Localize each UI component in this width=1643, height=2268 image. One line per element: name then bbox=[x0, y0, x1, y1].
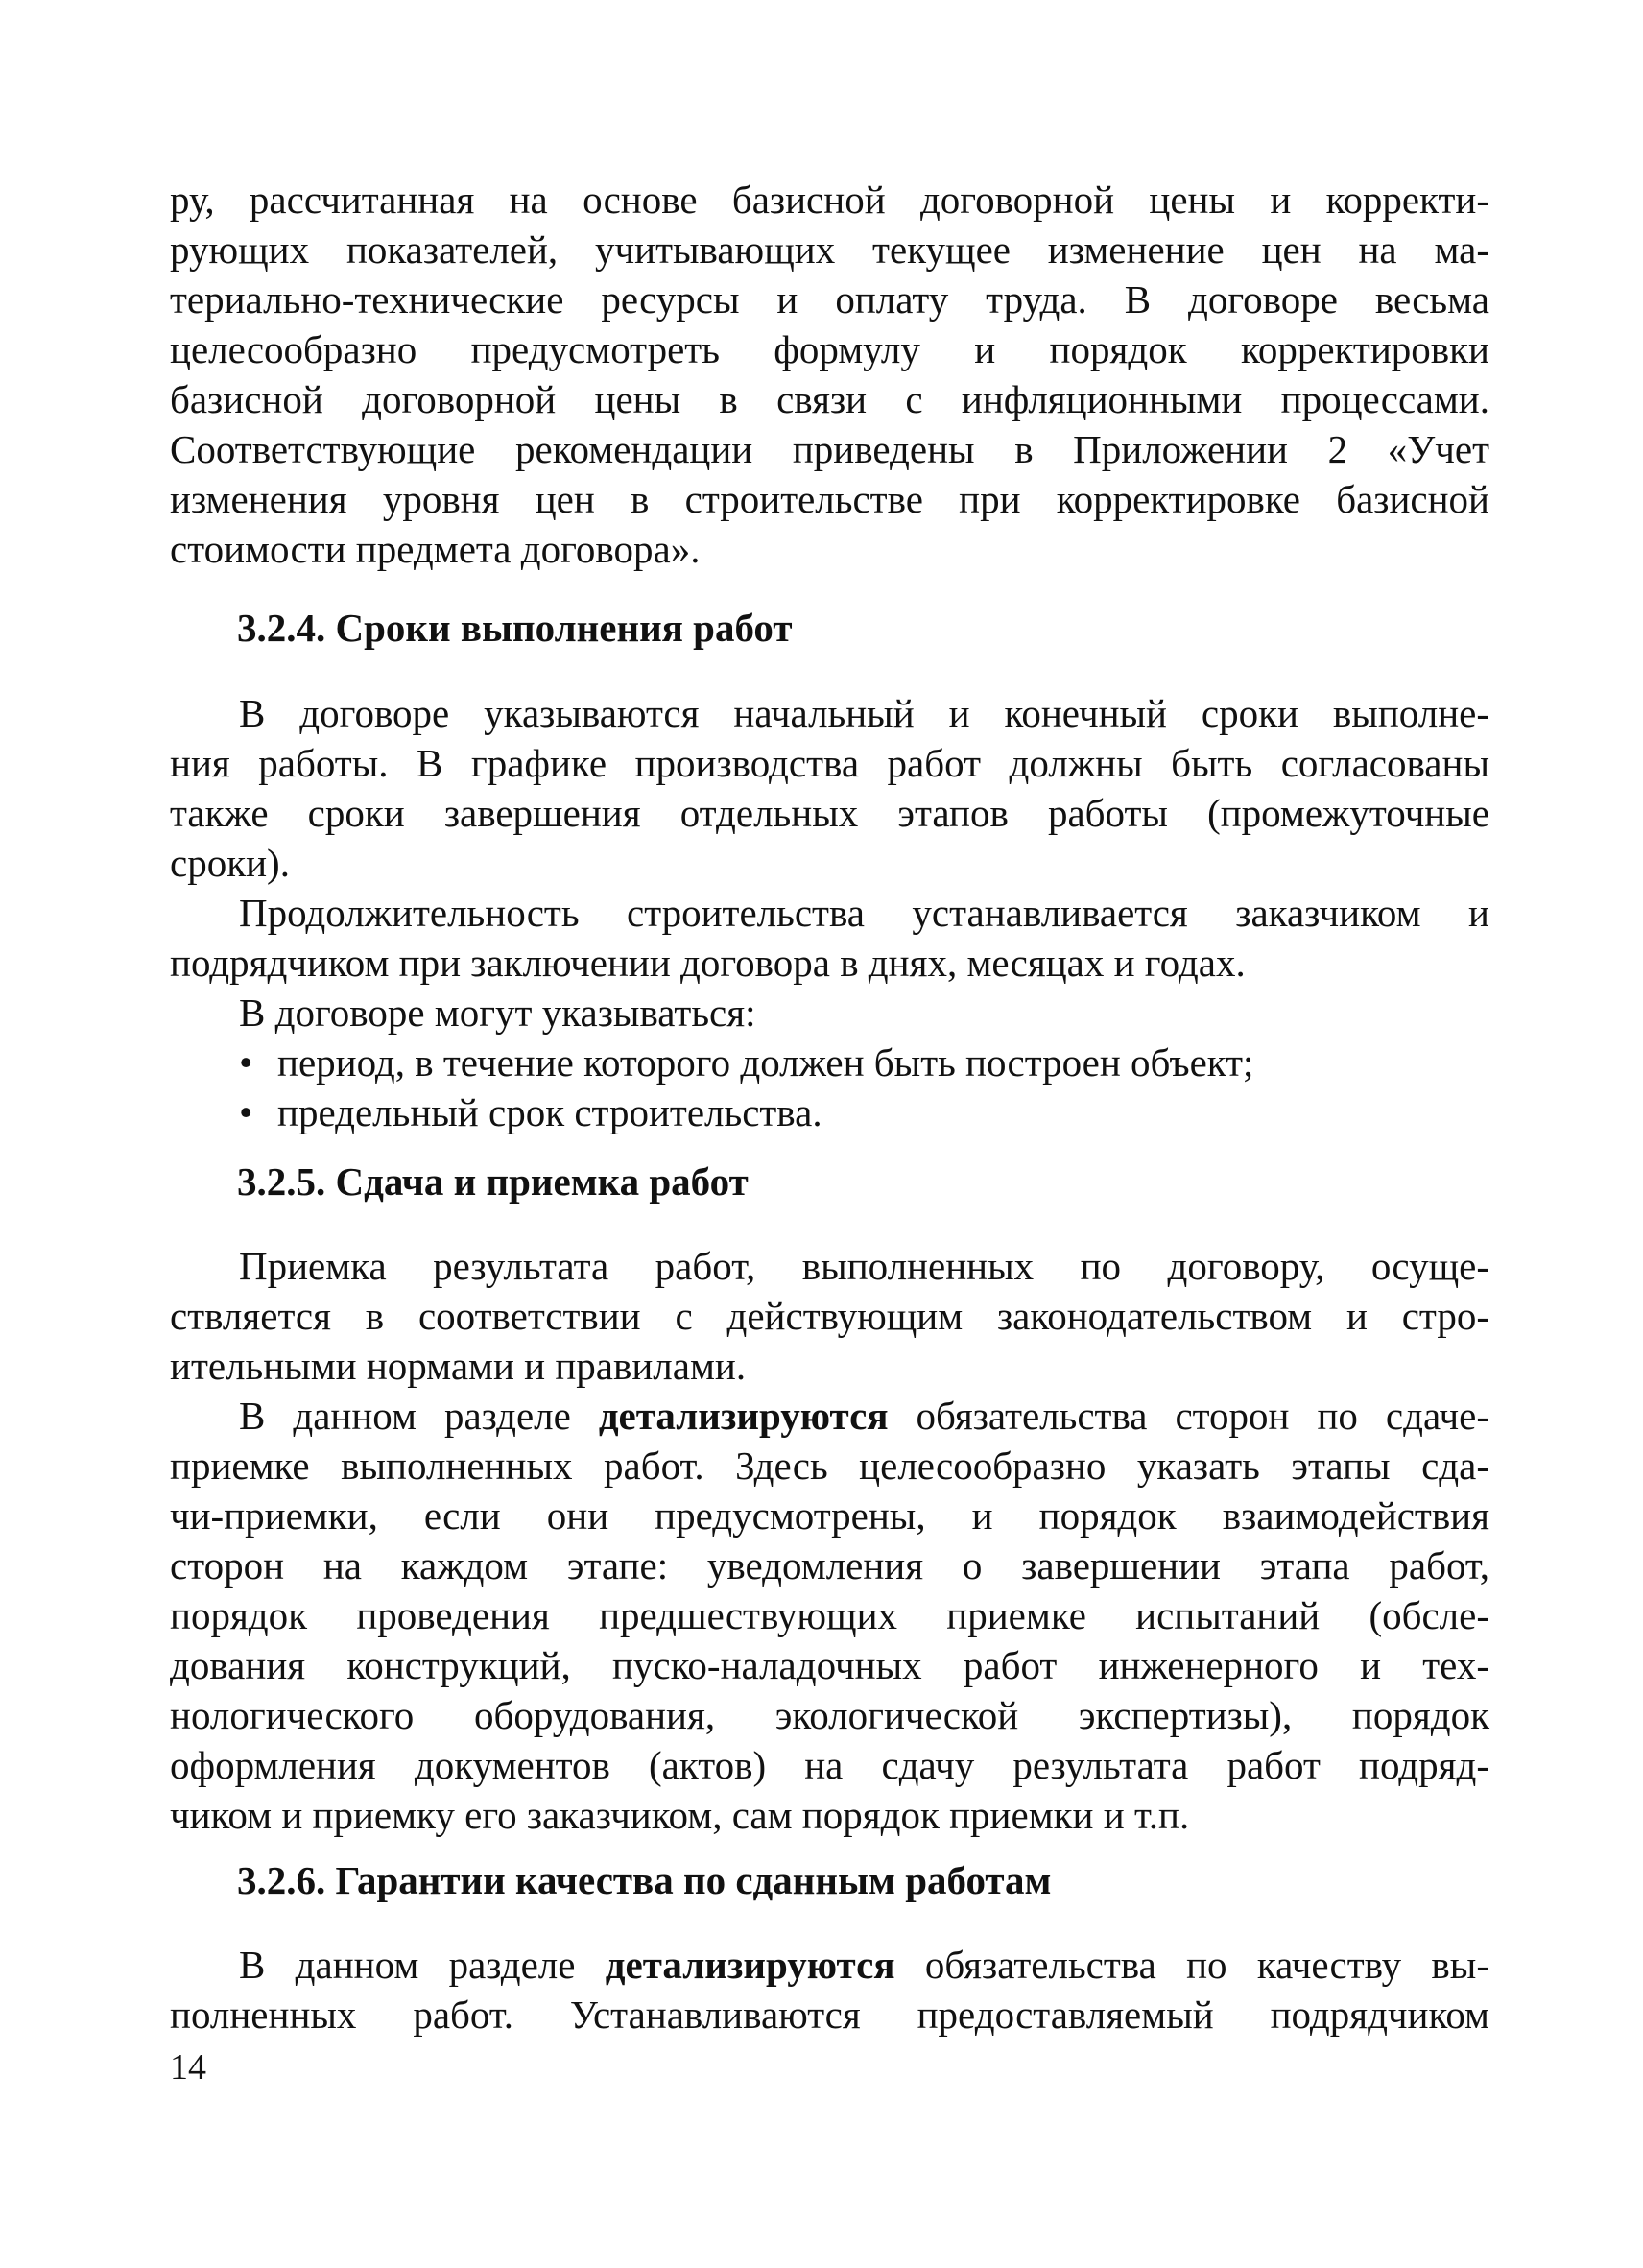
text-line: подрядчиком при заключении договора в днях, месяцах и годах. bbox=[170, 941, 1246, 985]
bold-term: детализируются bbox=[598, 1394, 889, 1438]
text-run: В данном разделе bbox=[239, 1943, 606, 1987]
text-line: Приемка результата работ, выполненных по договору, осуще- bbox=[239, 1244, 1489, 1288]
text-line bbox=[170, 1940, 1489, 1990]
text-line: Продолжительность строительства устанавливается заказчиком и bbox=[239, 891, 1489, 935]
text-line: чиком и приемку его заказчиком, сам порядок приемки и т.п. bbox=[170, 1793, 1190, 1837]
text-line: рующих показателей, учитывающих текущее изменение цен на ма- bbox=[170, 227, 1489, 272]
list-item bbox=[170, 1038, 1489, 1087]
list-item-text: период, в течение которого должен быть построен объект; bbox=[277, 1040, 1254, 1085]
text-line: базисной договорной цены в связи с инфляционными процессами. bbox=[170, 377, 1489, 421]
text-line: порядок проведения предшествующих приемке испытаний (обсле- bbox=[170, 1593, 1489, 1637]
bullet-icon: • bbox=[239, 1090, 253, 1134]
list-item-text: предельный срок строительства. bbox=[277, 1090, 822, 1134]
text-line: нологического оборудования, экологической экспертизы), порядок bbox=[170, 1693, 1489, 1737]
text-line: также сроки завершения отдельных этапов работы (промежуточные bbox=[170, 791, 1489, 835]
text-line: полненных работ. Устанавливаются предоставляемый подрядчиком bbox=[170, 1993, 1489, 2037]
text-line: приемке выполненных работ. Здесь целесообразно указать этапы сда- bbox=[170, 1444, 1489, 1488]
section-3-2-6-body bbox=[170, 1940, 1489, 2040]
text-line: В договоре могут указываться: bbox=[239, 991, 756, 1035]
text-line: стоимости предмета договора». bbox=[170, 527, 701, 571]
text-line: изменения уровня цен в строительстве при корректировке базисной bbox=[170, 477, 1489, 521]
text-line: сроки). bbox=[170, 841, 290, 885]
section-3-2-5-body bbox=[170, 1241, 1489, 1840]
section-heading-3-2-4: 3.2.4. Сроки выполнения работ bbox=[237, 606, 793, 650]
text-line: ния работы. В графике производства работ должны быть согласованы bbox=[170, 741, 1489, 785]
text-line: сторон на каждом этапе: уведомления о завершении этапа работ, bbox=[170, 1543, 1489, 1588]
section-3-2-4-body bbox=[170, 688, 1489, 1137]
text-line: териально-технические ресурсы и оплату труда. В договоре весьма bbox=[170, 277, 1489, 322]
text-run: обязательства сторон по сдаче- bbox=[888, 1394, 1489, 1438]
text-line: ру, рассчитанная на основе базисной договорной цены и корректи- bbox=[170, 178, 1489, 222]
bold-term: детализируются bbox=[605, 1943, 895, 1987]
text-line: целесообразно предусмотреть формулу и порядок корректировки bbox=[170, 327, 1489, 371]
section-heading-3-2-5: 3.2.5. Сдача и приемка работ bbox=[237, 1159, 749, 1204]
text-line: чи-приемки, если они предусмотрены, и порядок взаимодействия bbox=[170, 1493, 1489, 1538]
list-item bbox=[170, 1087, 1489, 1137]
paragraph-intro bbox=[170, 175, 1489, 574]
text-line: дования конструкций, пуско-наладочных работ инженерного и тех- bbox=[170, 1643, 1489, 1687]
text-line: ительными нормами и правилами. bbox=[170, 1344, 747, 1388]
page-number: 14 bbox=[170, 2047, 206, 2088]
text-run: обязательства по качеству вы- bbox=[894, 1943, 1489, 1987]
text-run: В данном разделе bbox=[239, 1394, 599, 1438]
text-line: В договоре указываются начальный и конечный сроки выполне- bbox=[239, 691, 1489, 735]
bullet-icon: • bbox=[239, 1040, 253, 1085]
text-line bbox=[170, 1391, 1489, 1441]
text-line: ствляется в соответствии с действующим законодательством и стро- bbox=[170, 1294, 1489, 1338]
text-line: Соответствующие рекомендации приведены в Приложении 2 «Учет bbox=[170, 427, 1489, 471]
text-line: оформления документов (актов) на сдачу результата работ подряд- bbox=[170, 1743, 1489, 1787]
section-heading-3-2-6: 3.2.6. Гарантии качества по сданным работам bbox=[237, 1858, 1052, 1902]
